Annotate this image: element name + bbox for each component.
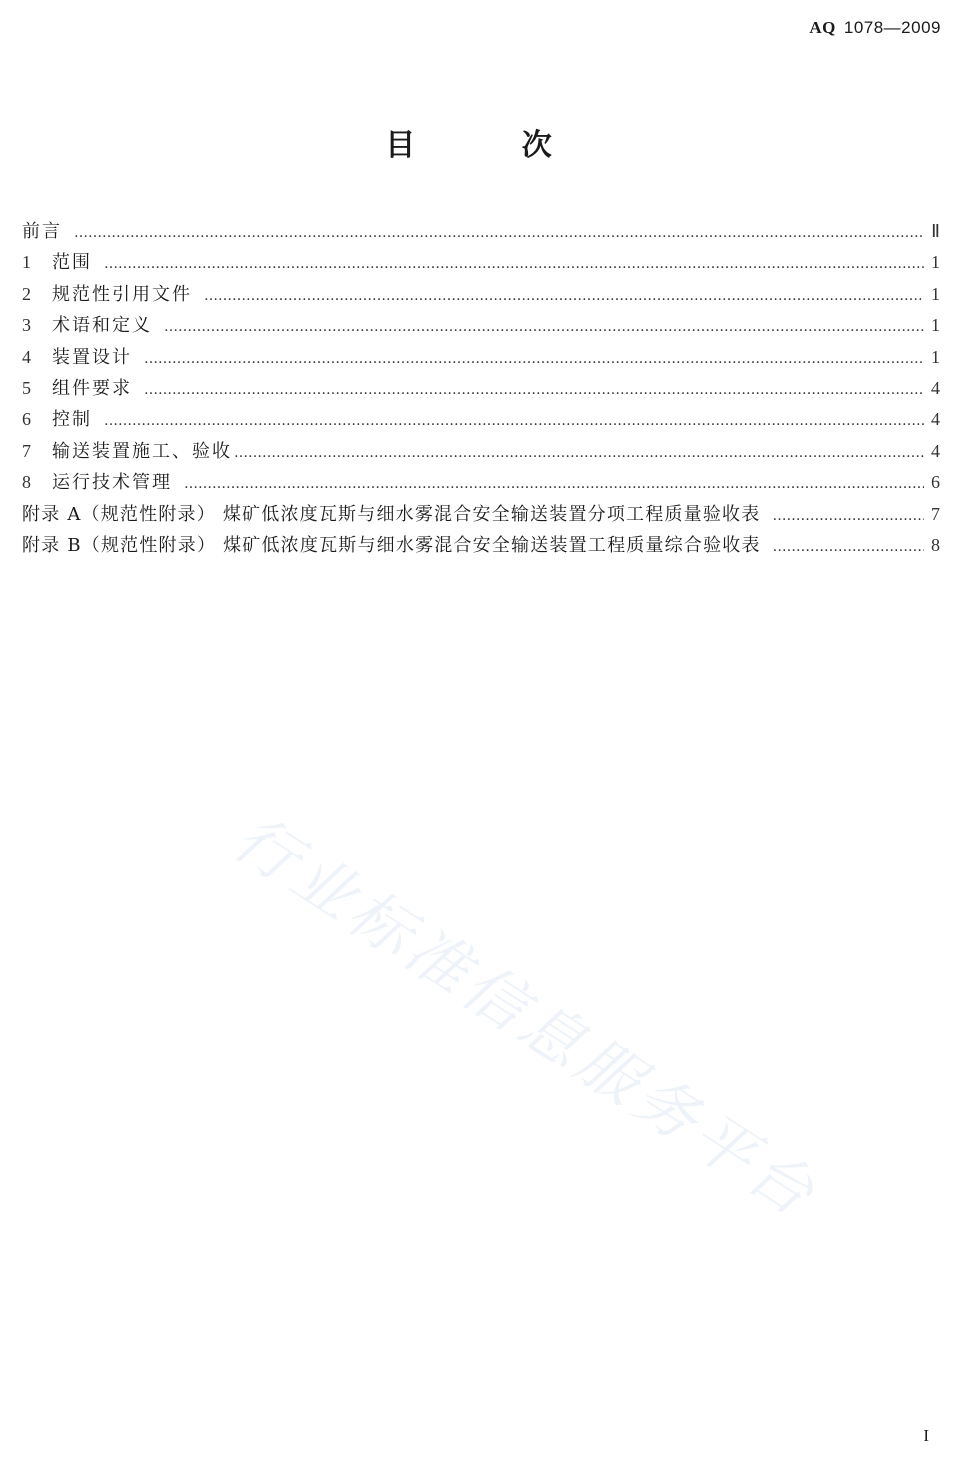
table-of-contents <box>22 216 942 561</box>
toc-number: 4 <box>22 346 33 367</box>
toc-label: 装置设计 <box>52 346 132 368</box>
toc-label: 附录 A（规范性附录） 煤矿低浓度瓦斯与细水雾混合安全输送装置分项工程质量验收表 <box>22 503 761 525</box>
dot-leader <box>104 406 924 437</box>
toc-label: 组件要求 <box>52 377 132 399</box>
dot-leader <box>773 532 924 563</box>
toc-entry-foreword[interactable] <box>22 216 942 247</box>
toc-page: 4 <box>931 409 942 430</box>
standard-code <box>809 18 941 38</box>
toc-page: 8 <box>931 534 942 555</box>
dot-leader <box>184 469 924 500</box>
dot-leader <box>74 218 924 249</box>
dot-leader <box>104 249 924 280</box>
page-number: I <box>923 1426 929 1445</box>
toc-number: 1 <box>22 252 33 273</box>
toc-label: 前言 <box>22 221 62 242</box>
standard-number: 1078—2009 <box>843 18 941 37</box>
toc-label: 术语和定义 <box>52 315 152 337</box>
dot-leader <box>144 375 924 406</box>
toc-entry-4[interactable] <box>22 342 942 373</box>
dot-leader <box>144 344 924 375</box>
toc-entry-appendix-b[interactable] <box>22 530 942 561</box>
toc-number: 2 <box>22 283 33 304</box>
toc-page: 7 <box>931 503 942 524</box>
toc-page: 4 <box>931 377 942 398</box>
toc-page: Ⅱ <box>931 221 942 241</box>
toc-entry-7[interactable] <box>22 436 942 467</box>
toc-page: 1 <box>931 315 942 336</box>
toc-number: 6 <box>22 409 33 430</box>
dot-leader <box>204 281 924 312</box>
toc-entry-2[interactable] <box>22 279 942 310</box>
toc-number: 8 <box>22 472 33 493</box>
toc-number: 7 <box>22 440 33 461</box>
toc-label: 规范性引用文件 <box>52 283 192 305</box>
toc-entry-1[interactable] <box>22 247 942 278</box>
toc-entry-5[interactable] <box>22 373 942 404</box>
dot-leader <box>772 501 924 532</box>
dot-leader <box>234 438 924 469</box>
toc-entry-3[interactable] <box>22 310 942 341</box>
standard-prefix: AQ <box>809 18 836 37</box>
toc-label: 控制 <box>52 409 92 431</box>
toc-entry-8[interactable] <box>22 467 942 498</box>
toc-number: 3 <box>22 315 33 336</box>
toc-label: 运行技术管理 <box>52 472 172 494</box>
toc-page: 1 <box>931 346 942 367</box>
toc-entry-6[interactable] <box>22 404 942 435</box>
dot-leader <box>164 312 924 343</box>
page-title: 目 次 <box>385 128 600 163</box>
toc-page: 6 <box>931 472 942 493</box>
toc-label: 输送装置施工、验收 <box>52 440 232 462</box>
watermark: 行业标准信息服务平台 <box>221 800 832 1233</box>
toc-entry-appendix-a[interactable] <box>22 499 942 530</box>
toc-number: 5 <box>22 377 33 398</box>
toc-page: 4 <box>931 440 942 461</box>
toc-label: 范围 <box>52 252 92 274</box>
toc-page: 1 <box>931 252 942 273</box>
toc-label: 附录 B（规范性附录） 煤矿低浓度瓦斯与细水雾混合安全输送装置工程质量综合验收表 <box>22 534 761 556</box>
toc-page: 1 <box>931 283 942 304</box>
